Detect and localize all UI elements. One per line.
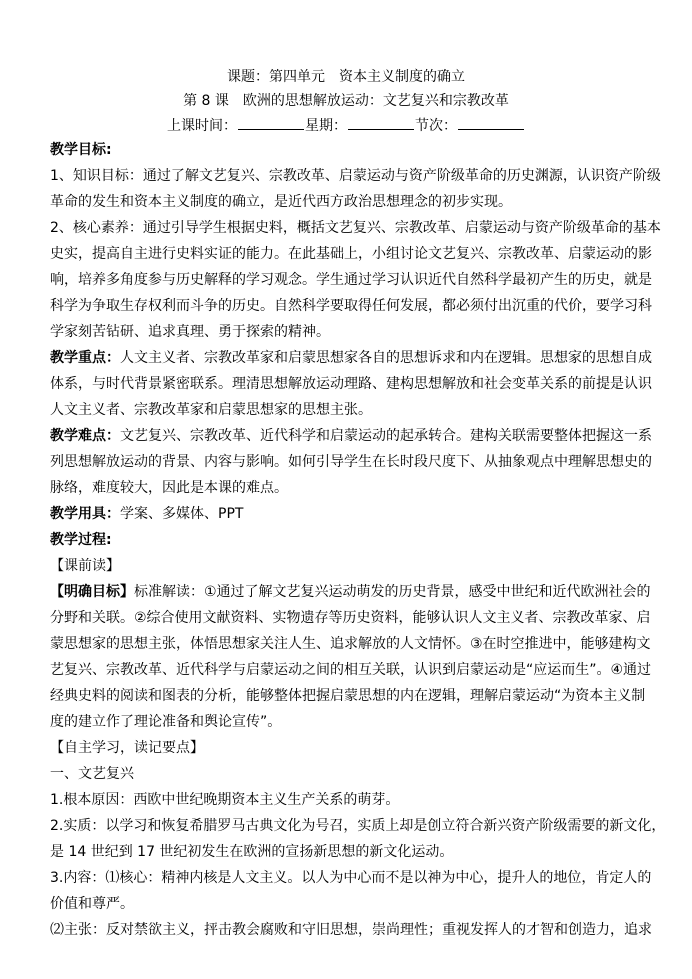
preread-line-3: 蒙思想家的思想主张，体悟思想家关注人生、追求解放的人文情怀。③在时空推进中，能够建构文 xyxy=(50,636,651,652)
tools-label: 教学用具： xyxy=(50,506,120,522)
renaissance-essence-line-2: 是 14 世纪到 17 世纪初发生在欧洲的宣扬新思想的新文化运动。 xyxy=(50,844,454,860)
renaissance-content-line-2: 价值和尊严。 xyxy=(50,896,134,912)
preread-line-5: 经典史料的阅读和图表的分析，能够整体把握启蒙思想的内在逻辑，理解启蒙运动“为资本主义制 xyxy=(50,688,646,704)
lesson-topic-title: 课题：第四单元 资本主义制度的确立 xyxy=(227,69,465,85)
difficult-points-label: 教学难点： xyxy=(50,428,120,444)
tools-line xyxy=(50,501,662,527)
self-study-heading: 【自主学习，读记要点】 xyxy=(50,740,204,756)
renaissance-content-line-1: 3.内容：⑴核心：精神内核是人文主义。以人为中心而不是以神为中心，提升人的地位，肯定人的 xyxy=(50,870,652,886)
preread-line-1 xyxy=(50,579,662,605)
difficult-points-line-1 xyxy=(50,423,662,449)
preread-line-6: 度的建立作了理论准备和舆论宣传”。 xyxy=(50,714,282,730)
goals-line-5: 响，培养多角度参与历史解释的学习观念。学生通过学习认识近代自然科学最初产生的历史，就是 xyxy=(50,272,652,288)
renaissance-cause: 1.根本原因：西欧中世纪晚期资本主义生产关系的萌芽。 xyxy=(50,792,400,808)
goals-line-7: 学家刻苦钻研、追求真理、勇于探索的精神。 xyxy=(50,324,330,340)
goals-line-4: 史实，提高自主进行史料实证的能力。在此基础上，小组讨论文艺复兴、宗教改革、启蒙运动的影 xyxy=(50,246,652,262)
key-points-line-2: 体系，与时代背景紧密联系。理清思想解放运动理路、建构思想解放和社会变革关系的前提是认识 xyxy=(50,376,652,392)
preread-heading: 【课前读】 xyxy=(50,558,120,574)
renaissance-essence-line-1: 2.实质：以学习和恢复希腊罗马古典文化为号召，实质上却是创立符合新兴资产阶级需要的新文化， xyxy=(50,818,666,834)
goals-heading: 教学目标: xyxy=(50,142,112,158)
clear-goal-text: 标准解读：①通过了解文艺复兴运动萌发的历史背景，感受中世纪和近代欧洲社会的 xyxy=(134,584,651,600)
difficult-points-line-3: 脉络，难度较大，因此是本课的难点。 xyxy=(50,480,288,496)
period-label: 节次： xyxy=(415,118,457,134)
goals-line-6: 科学为争取生存权利而斗争的历史。自然科学要取得任何发展，都必须付出沉重的代价，要学习科 xyxy=(50,298,652,314)
class-time-blank[interactable] xyxy=(238,115,304,130)
period-blank[interactable] xyxy=(458,115,524,130)
difficult-points-text: 文艺复兴、宗教改革、近代科学和启蒙运动的起承转合。建构关联需要整体把握这一系 xyxy=(120,428,652,444)
lesson-title: 第 8 课 欧洲的思想解放运动：文艺复兴和宗教改革 xyxy=(183,93,509,109)
weekday-blank[interactable] xyxy=(348,115,414,130)
key-points-line-1 xyxy=(50,345,662,371)
class-time-label: 上课时间： xyxy=(167,118,237,134)
weekday-label: 星期： xyxy=(305,118,347,134)
key-points-line-3: 人文主义者、宗教改革家和启蒙思想家的思想主张。 xyxy=(50,402,372,418)
difficult-points-line-2: 列思想解放运动的背景、内容与影响。如何引导学生在长时段尺度下、从抽象观点中理解思想史的 xyxy=(50,454,652,470)
key-points-label: 教学重点： xyxy=(50,350,120,366)
section-renaissance-heading: 一、文艺复兴 xyxy=(50,766,134,782)
goals-line-3: 2、核心素养：通过引导学生根据史料，概括文艺复兴、宗教改革、启蒙运动与资产阶级革命的基本 xyxy=(50,220,661,236)
goals-line-2: 革命的发生和资本主义制度的确立，是近代西方政治思想理念的初步实现。 xyxy=(50,194,512,210)
preread-line-2: 分野和关联。②综合使用文献资料、实物遗存等历史资料，能够认识人文主义者、宗教改革家、启 xyxy=(50,610,651,626)
clear-goal-label: 【明确目标】 xyxy=(50,584,134,600)
schedule-line xyxy=(0,115,692,136)
preread-line-4: 艺复兴、宗教改革、近代科学与启蒙运动之间的相互关联，认识到启蒙运动是“应运而生”。④通过 xyxy=(50,662,652,678)
renaissance-content-line-3: ⑵主张：反对禁欲主义，抨击教会腐败和守旧思想，崇尚理性；重视发挥人的才智和创造力，追求 xyxy=(50,922,652,938)
key-points-text: 人文主义者、宗教改革家和启蒙思想家各自的思想诉求和内在逻辑。思想家的思想自成 xyxy=(120,350,652,366)
goals-line-1: 1、知识目标：通过了解文艺复兴、宗教改革、启蒙运动与资产阶级革命的历史渊源，认识资产阶级 xyxy=(50,168,661,184)
process-heading: 教学过程: xyxy=(50,532,112,548)
tools-text: 学案、多媒体、PPT xyxy=(120,506,244,522)
